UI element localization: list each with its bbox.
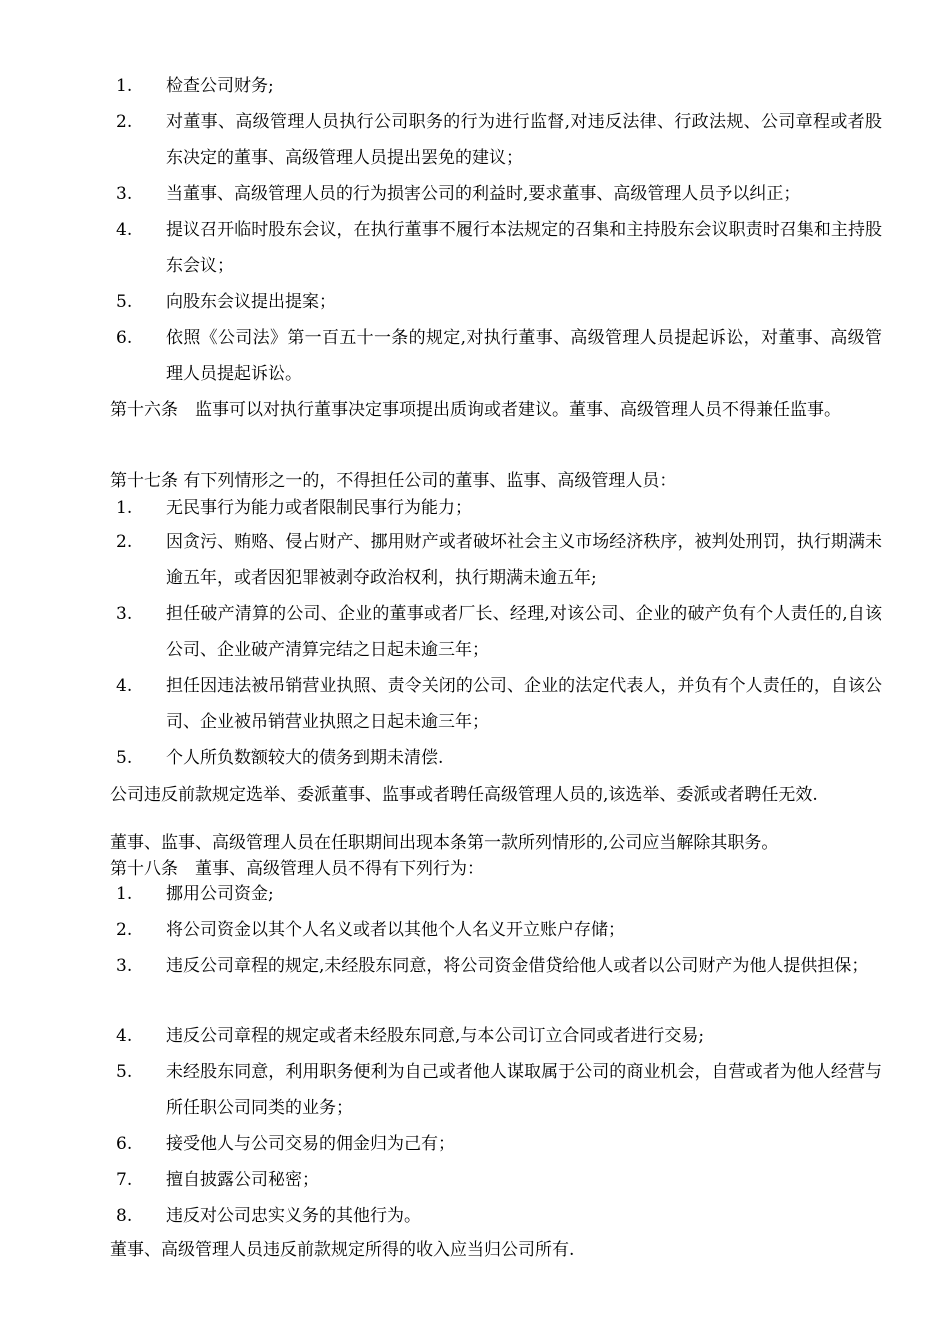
list-number: 2. (116, 920, 133, 940)
list-number: 2. (116, 112, 133, 132)
list-text: 检查公司财务; (166, 76, 274, 96)
list-text: 因贪污、贿赂、侵占财产、挪用财产或者破坏社会主义市场经济秩序，被判处刑罚，执行期满未逾五年，或者因犯罪被剥夺政治权利，执行期满未逾五年; (166, 532, 882, 588)
list-text: 个人所负数额较大的债务到期未清偿. (166, 748, 444, 768)
list-text: 违反公司章程的规定或者未经股东同意,与本公司订立合同或者进行交易; (166, 1026, 705, 1046)
list-number: 4. (116, 220, 133, 240)
list-number: 7. (116, 1170, 133, 1190)
list-number: 6. (116, 1134, 133, 1154)
list-number: 1. (116, 498, 133, 518)
list-text: 向股东会议提出提案； (166, 292, 336, 312)
list-text: 对董事、高级管理人员执行公司职务的行为进行监督,对违反法律、行政法规、公司章程或者股东决定的董事、高级管理人员提出罢免的建议； (166, 112, 882, 168)
article-heading-text: 第十七条 有下列情形之一的，不得担任公司的董事、监事、高级管理人员： (110, 471, 677, 491)
list-text: 担任破产清算的公司、企业的董事或者厂长、经理,对该公司、企业的破产负有个人责任的,自该公司、企业破产清算完结之日起未逾三年； (166, 604, 882, 660)
article-17-paragraph: 公司违反前款规定选举、委派董事、监事或者聘任高级管理人员的,该选举、委派或者聘任无效. (110, 785, 818, 805)
list-text: 提议召开临时股东会议，在执行董事不履行本法规定的召集和主持股东会议职责时召集和主持股东会议； (166, 220, 882, 276)
list-number: 5. (116, 292, 133, 312)
list-text: 将公司资金以其个人名义或者以其他个人名义开立账户存储； (166, 920, 625, 940)
list-number: 3. (116, 956, 133, 976)
list-number: 8. (116, 1206, 133, 1226)
list-number: 3. (116, 184, 133, 204)
list-text: 当董事、高级管理人员的行为损害公司的利益时,要求董事、高级管理人员予以纠正； (166, 184, 801, 204)
list-text: 担任因违法被吊销营业执照、责令关闭的公司、企业的法定代表人，并负有个人责任的，自该公司、企业被吊销营业执照之日起未逾三年； (166, 676, 882, 732)
list-number: 5. (116, 748, 133, 768)
list-text: 擅自披露公司秘密； (166, 1170, 319, 1190)
list-text: 无民事行为能力或者限制民事行为能力； (166, 498, 472, 518)
list-text: 挪用公司资金; (166, 884, 274, 904)
list-text: 违反公司章程的规定,未经股东同意，将公司资金借贷给他人或者以公司财产为他人提供担保； (166, 956, 869, 976)
list-number: 1. (116, 76, 133, 96)
list-number: 2. (116, 532, 133, 552)
list-number: 4. (116, 676, 133, 696)
article-18-paragraph: 董事、高级管理人员违反前款规定所得的收入应当归公司所有. (110, 1240, 575, 1260)
list-number: 3. (116, 604, 133, 624)
list-number: 1. (116, 884, 133, 904)
list-text: 依照《公司法》第一百五十一条的规定,对执行董事、高级管理人员提起诉讼，对董事、高级管理人员提起诉讼。 (166, 328, 882, 384)
list-text: 未经股东同意，利用职务便利为自己或者他人谋取属于公司的商业机会，自营或者为他人经营与所任职公司同类的业务； (166, 1062, 882, 1118)
list-text: 接受他人与公司交易的佣金归为己有； (166, 1134, 455, 1154)
list-number: 4. (116, 1026, 133, 1046)
list-text: 违反对公司忠实义务的其他行为。 (166, 1206, 421, 1226)
list-number: 6. (116, 328, 133, 348)
article-17-paragraph: 董事、监事、高级管理人员在任职期间出现本条第一款所列情形的,公司应当解除其职务。 (110, 833, 779, 853)
list-number: 5. (116, 1062, 133, 1082)
article-heading-text: 第十八条 董事、高级管理人员不得有下列行为： (110, 859, 484, 879)
article-16: 第十六条 监事可以对执行董事决定事项提出质询或者建议。董事、高级管理人员不得兼任监事。 (110, 400, 841, 420)
